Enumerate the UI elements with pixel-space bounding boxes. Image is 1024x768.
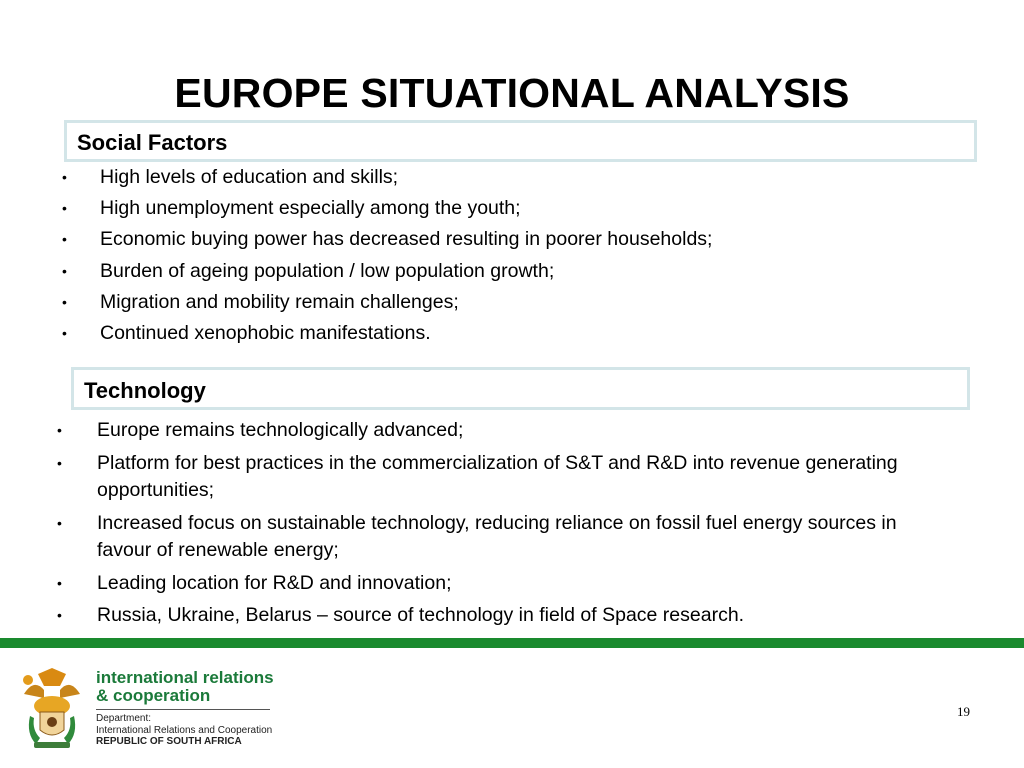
bullet-icon: • <box>62 200 67 217</box>
footer-divider-bar <box>0 638 1024 648</box>
list-item: • Europe remains technologically advanced; <box>57 417 937 445</box>
bullet-icon: • <box>57 454 62 471</box>
list-item: • Platform for best practices in the commercialization of S&T and R&D into revenue generating opportunities; <box>57 451 898 501</box>
bullet-icon: • <box>62 262 67 279</box>
bullet-icon: • <box>57 514 62 531</box>
bullet-icon: • <box>57 422 62 438</box>
list-item: • High unemployment especially among the youth; <box>62 197 521 220</box>
bullet-icon: • <box>57 607 62 623</box>
page-number: 19 <box>957 704 970 719</box>
list-item: • Burden of ageing population / low population growth; <box>62 259 555 282</box>
footer-name-divider <box>96 709 270 710</box>
list-item: • Leading location for R&D and innovation; <box>57 570 937 598</box>
list-item: • Increased focus on sustainable technology, reducing reliance on fossil fuel energy sources in favour of renewable energy; <box>57 511 897 561</box>
list-item: • High levels of education and skills; <box>62 166 399 188</box>
list-item: • Economic buying power has decreased resulting in poorer households; <box>62 228 713 251</box>
bullet-icon: • <box>62 293 67 310</box>
list-item: • Migration and mobility remain challenges; <box>62 290 459 313</box>
social-factors-list <box>62 166 982 353</box>
list-item: • Continued xenophobic manifestations. <box>62 321 431 344</box>
list-item: • Russia, Ukraine, Belarus – source of technology in field of Space research. <box>57 602 937 630</box>
organisation-name: international relations & cooperation <box>96 668 274 705</box>
social-factors-heading <box>64 120 977 162</box>
bullet-icon: • <box>62 324 67 341</box>
technology-heading-text: Technology <box>84 378 206 403</box>
technology-list <box>57 417 937 635</box>
slide-title: EUROPE SITUATIONAL ANALYSIS <box>174 70 850 116</box>
bullet-icon: • <box>57 574 62 591</box>
bullet-icon: • <box>62 169 67 185</box>
department-info: Department: International Relations and Cooperation REPUBLIC OF SOUTH AFRICA <box>96 713 273 747</box>
bullet-icon: • <box>62 231 67 248</box>
technology-heading <box>71 367 970 410</box>
social-factors-heading-text: Social Factors <box>77 130 228 155</box>
